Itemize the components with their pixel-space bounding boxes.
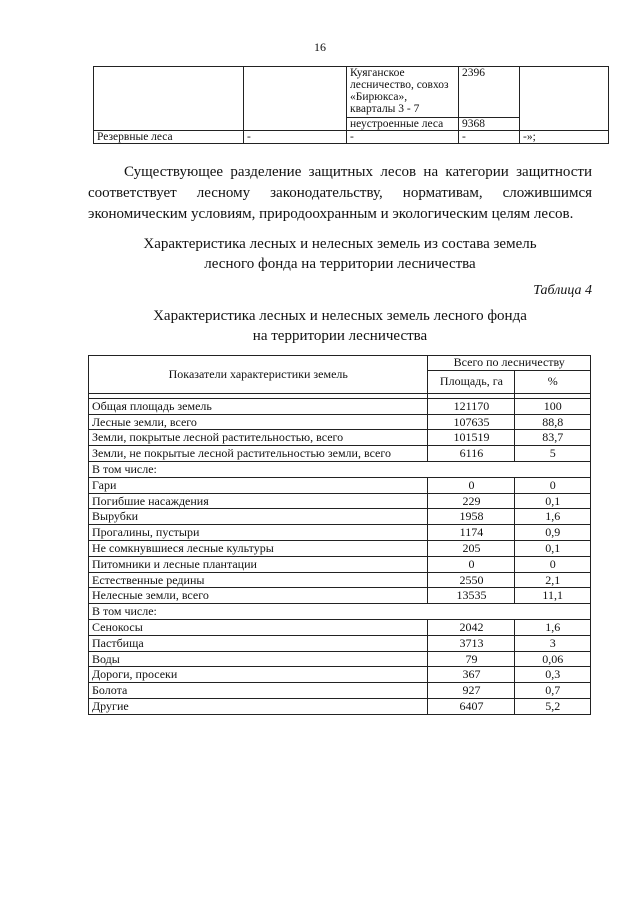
row-area: 3713 (428, 635, 515, 651)
table-label: Таблица 4 (533, 283, 592, 298)
row-label: Погибшие насаждения (89, 493, 428, 509)
row-percent: 0,9 (515, 525, 591, 541)
row-label: Дороги, просеки (89, 667, 428, 683)
table-cell: 9368 (459, 118, 520, 131)
table-cell: - (244, 131, 347, 144)
row-area: 2550 (428, 572, 515, 588)
table-row (89, 540, 591, 556)
row-percent: 0 (515, 556, 591, 572)
row-area: 6407 (428, 698, 515, 714)
page-number: 16 (314, 40, 326, 54)
row-label: Сенокосы (89, 619, 428, 635)
row-label: Земли, не покрытые лесной растительностью земли, всего (89, 446, 428, 462)
table-row (94, 131, 609, 144)
row-area: 927 (428, 683, 515, 699)
row-percent: 0,06 (515, 651, 591, 667)
row-area: 6116 (428, 446, 515, 462)
table-row (89, 430, 591, 446)
row-area: 1958 (428, 509, 515, 525)
table-cell: - (347, 131, 459, 144)
row-label: В том числе: (89, 461, 591, 477)
row-percent: 100 (515, 398, 591, 414)
row-label: Земли, покрытые лесной растительностью, всего (89, 430, 428, 446)
header-indicator: Показатели характеристики земель (89, 356, 428, 394)
row-label: В том числе: (89, 604, 591, 620)
table-row (89, 683, 591, 699)
table-header-row (89, 356, 591, 371)
row-label: Естественные редины (89, 572, 428, 588)
row-area: 367 (428, 667, 515, 683)
table-cell (244, 67, 347, 131)
row-area: 79 (428, 651, 515, 667)
table-row (89, 619, 591, 635)
body-paragraph: Существующее разделение защитных лесов на категории защитности соответствует лесному законодательству, нормативам, сложившимся экономическим условиям, природоохранным и экологическим целям лесов. (88, 164, 592, 222)
row-percent: 5,2 (515, 698, 591, 714)
section-title-line: лесного фонда на территории лесничества (204, 256, 476, 272)
table-cell (94, 67, 244, 131)
table-cell: Резервные леса (94, 131, 244, 144)
table-cell: неустроенные леса (347, 118, 459, 131)
table-title-line: Характеристика лесных и нелесных земель лесного фонда (153, 308, 527, 324)
row-area: 13535 (428, 588, 515, 604)
row-area: 205 (428, 540, 515, 556)
row-area: 101519 (428, 430, 515, 446)
row-area: 0 (428, 477, 515, 493)
row-label: Гари (89, 477, 428, 493)
row-label: Питомники и лесные плантации (89, 556, 428, 572)
table-row (89, 398, 591, 414)
table-title-line: на территории лесничества (252, 328, 428, 344)
row-label: Воды (89, 651, 428, 667)
row-percent: 1,6 (515, 509, 591, 525)
row-percent: 3 (515, 635, 591, 651)
row-label: Лесные земли, всего (89, 414, 428, 430)
table-row (89, 588, 591, 604)
row-percent: 5 (515, 446, 591, 462)
table-row (89, 556, 591, 572)
table-row (94, 67, 609, 118)
row-label: Другие (89, 698, 428, 714)
table-row (89, 525, 591, 541)
row-percent: 0,7 (515, 683, 591, 699)
row-label: Общая площадь земель (89, 398, 428, 414)
table-row (89, 572, 591, 588)
table-body (89, 398, 591, 714)
section-title (60, 234, 620, 274)
row-label: Вырубки (89, 509, 428, 525)
header-total: Всего по лесничеству (428, 356, 591, 371)
row-percent: 0 (515, 477, 591, 493)
table-row (89, 509, 591, 525)
table-row (89, 651, 591, 667)
table-row (89, 446, 591, 462)
row-label: Пастбища (89, 635, 428, 651)
row-percent: 0,1 (515, 493, 591, 509)
table-row (89, 477, 591, 493)
row-label: Не сомкнувшиеся лесные культуры (89, 540, 428, 556)
table-row (89, 698, 591, 714)
row-area: 229 (428, 493, 515, 509)
row-percent: 83,7 (515, 430, 591, 446)
row-area: 107635 (428, 414, 515, 430)
row-percent: 88,8 (515, 414, 591, 430)
header-percent: % (515, 370, 591, 393)
table-row (89, 414, 591, 430)
row-area: 121170 (428, 398, 515, 414)
row-label: Болота (89, 683, 428, 699)
continuation-table (93, 66, 609, 144)
table-title (60, 306, 620, 346)
row-area: 1174 (428, 525, 515, 541)
table-row (89, 635, 591, 651)
table-row (89, 493, 591, 509)
table-row (89, 461, 591, 477)
section-title-line: Характеристика лесных и нелесных земель из состава земель (143, 236, 537, 252)
land-characteristics-table (88, 355, 591, 715)
table-cell: - (459, 131, 520, 144)
row-area: 0 (428, 556, 515, 572)
header-area: Площадь, га (428, 370, 515, 393)
table-row (89, 667, 591, 683)
table-cell: -»; (520, 131, 609, 144)
row-percent: 0,1 (515, 540, 591, 556)
table-cell: Куяганское лесничество, совхоз «Бирюкса», кварталы 3 - 7 (347, 67, 459, 118)
table-cell (520, 67, 609, 131)
row-percent: 1,6 (515, 619, 591, 635)
row-percent: 2,1 (515, 572, 591, 588)
row-area: 2042 (428, 619, 515, 635)
row-percent: 0,3 (515, 667, 591, 683)
table-row (89, 604, 591, 620)
table-cell: 2396 (459, 67, 520, 118)
row-percent: 11,1 (515, 588, 591, 604)
row-label: Прогалины, пустыри (89, 525, 428, 541)
row-label: Нелесные земли, всего (89, 588, 428, 604)
